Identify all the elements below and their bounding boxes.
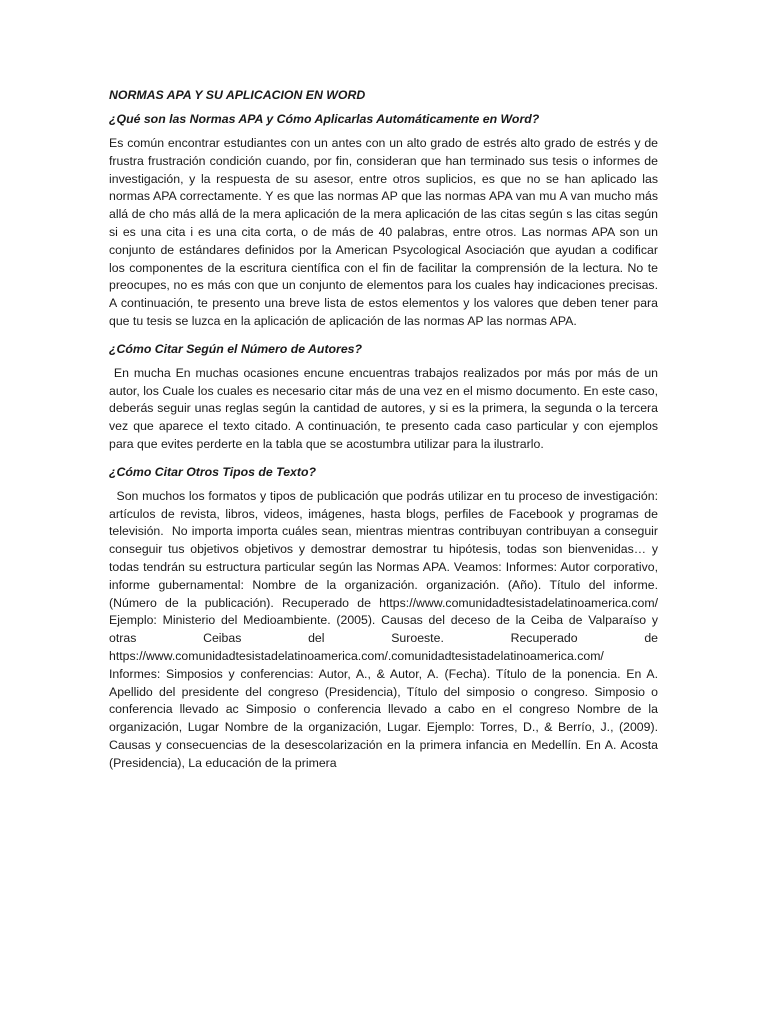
section-body-otros-tipos: Son muchos los formatos y tipos de publicación que podrás utilizar en tu proceso de investigación: artículos de revista, libros, videos, imágenes, hasta blogs, perfiles de Facebook y programas de televisión. No importa importa cuáles sean, mientras mientras contribuyan contribuyan a conseguir conseguir tus objetivos objetivos y demostrar demostrar tu hipótesis, todas son bienvenidas… y todas tendrán su estructura particular según las Normas APA. Veamos: Informes: Autor corporativo, informe gubernamental: Nombre de la organización. organización. (Año). Título del informe. (Número de la publicación). Recuperado de https://www.comunidadtesistadelatinoamerica.com/ Ejemplo: Ministerio del Medioambiente. (2005). Causas del deceso de la Ceiba de Valparaíso y otras Ceibas del Suroeste. Recuperado de https://www.comunidadtesistadelatinoamerica.com/.comunidadtesistadelatinoamerica.com/ Informes: Simposios y conferencias: Autor, A., & Autor, A. (Fecha). Título de la ponencia. En A. Apellido del presidente del congreso (Presidencia), Título del simposio o congreso. Simposio o conferencia llevado ac Simposio o conferencia llevado a cabo en el congreso Nombre de la organización, Lugar Nombre de la organización, Lugar. Ejemplo: Torres, D., & Berrío, J., (2009). Causas y consecuencias de la desescolarización en la primera infancia en Medellín. En A. Acosta (Presidencia), La educación de la primera: [109, 488, 662, 770]
document-title: NORMAS APA Y SU APLICACION EN WORD: [109, 88, 366, 102]
section-heading-normas-apa: ¿Qué son las Normas APA y Cómo Aplicarlas Automáticamente en Word?: [109, 112, 540, 126]
section-body-normas-apa: Es común encontrar estudiantes con un antes con un alto grado de estrés alto grado de estrés y de frustra frustración condición cuando, por fin, consideran que han terminado sus tesis o informes de investigación, y la respuesta de su asesor, entre otros suplicios, es que no se han aplicado las normas APA correctamente. Y es que las normas AP que las normas APA van mu A van mucho más allá de cho más allá de la mera aplicación de la mera aplicación de las citas según s las citas según si es una cita i es una cita corta, o de más de 40 palabras, entre otros. Las normas APA son un conjunto de estándares definidos por la American Psycological Asociación que ayudan a codificar los componentes de la escritura científica con el fin de facilitar la comprensión de la lectura. No te preocupes, no es más con que un conjunto de elementos para los cuales hay indicaciones precisas. A continuación, te presento una breve lista de estos elementos y los valores que deben tener para que tu tesis se luzca en la aplicación de aplicación de las normas AP las normas APA.: [109, 136, 662, 328]
section-heading-otros-tipos: ¿Cómo Citar Otros Tipos de Texto?: [109, 464, 317, 479]
section-heading-numero-autores: ¿Cómo Citar Según el Número de Autores?: [109, 341, 363, 356]
section-body-numero-autores: En mucha En muchas ocasiones encune encuentras trabajos realizados por más por más de un autor, los Cuale los cuales es necesario citar más de una vez en el mismo documento. En este caso, deberás seguir unas reglas según la cantidad de autores, y si es la primera, la segunda o la tercera vez que aparece el texto citado. A continuación, te presento cada caso particular y con ejemplos para que evites perderte en la tabla que se acostumbra utilizar para la ilustrarlo.: [109, 365, 662, 451]
